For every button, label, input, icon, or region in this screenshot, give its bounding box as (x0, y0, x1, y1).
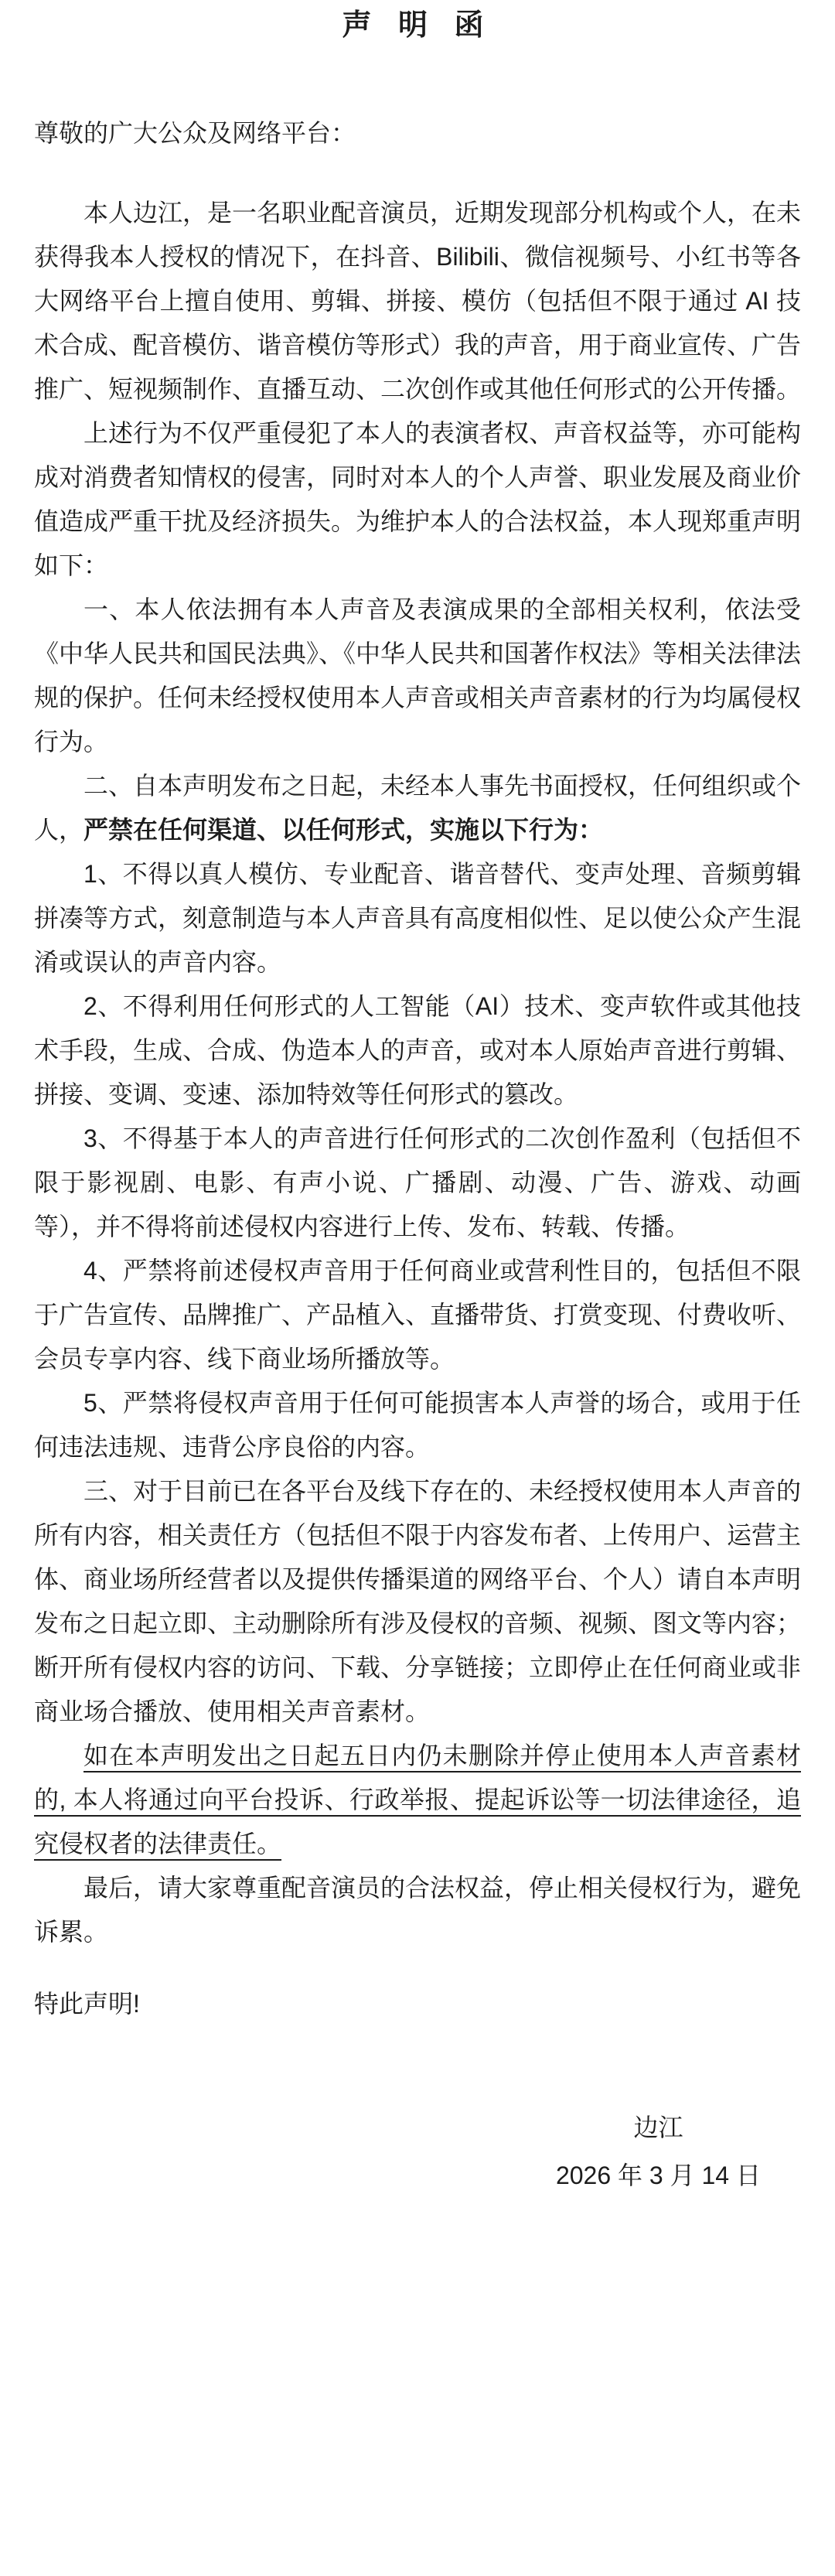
section-two-lead: 二、自本声明发布之日起，未经本人事先书面授权，任何组织或个人， (34, 771, 802, 844)
paragraph-section-three: 三、对于目前已在各平台及线下存在的、未经授权使用本人声音的所有内容，相关责任方（包括但不限于内容发布者、上传用户、运营主体、商业场所经营者以及提供传播渠道的网络平台、个人）请自本声明发布之日起立即、主动删除所有涉及侵权的音频、视频、图文等内容；断开所有侵权内容的访问、下载、分享链接；立即停止在任何商业或非商业场合播放、使用相关声音素材。 (34, 1476, 802, 1725)
paragraph-section-two (34, 764, 801, 852)
signature-name: 边江 (633, 2113, 683, 2141)
paragraph-harm: 上述行为不仅严重侵犯了本人的表演者权、声音权益等，亦可能构成对消费者知情权的侵害，同时对本人的个人声誉、职业发展及商业价值造成严重干扰及经济损失。为维护本人的合法权益，本人现郑重声明如下： (34, 418, 802, 579)
signature-area (34, 2103, 801, 2199)
paragraph-item-3: 3、不得基于本人的声音进行任何形式的二次创作盈利（包括但不限于影视剧、电影、有声小说、广播剧、动漫、广告、游戏、动画等），并不得将前述侵权内容进行上传、发布、转载、传播。 (34, 1124, 801, 1240)
paragraph-item-5: 5、严禁将侵权声音用于任何可能损害本人声誉的场合，或用于任何违法违规、违背公序良俗的内容。 (34, 1388, 801, 1461)
paragraph-final-appeal: 最后，请大家尊重配音演员的合法权益，停止相关侵权行为，避免诉累。 (34, 1873, 802, 1946)
paragraph-section-one: 一、本人依法拥有本人声音及表演成果的全部相关权利，依法受《中华人民共和国民法典》、《中华人民共和国著作权法》等相关法律法规的保护。任何未经授权使用本人声音或相关声音素材的行为均属侵权行为。 (34, 595, 802, 756)
paragraph-item-2: 2、不得利用任何形式的人工智能（AI）技术、变声软件或其他技术手段，生成、合成、伪造本人的声音，或对本人原始声音进行剪辑、拼接、变调、变速、添加特效等任何形式的篡改。 (34, 991, 802, 1108)
paragraph-deadline-warning: 如在本声明发出之日起五日内仍未删除并停止使用本人声音素材的, 本人将通过向平台投诉、行政举报、提起诉讼等一切法律途径，追究侵权者的法律责任。 (34, 1741, 801, 1858)
closing-statement: 特此声明! (34, 1989, 140, 2018)
paragraph-item-1: 1、不得以真人模仿、专业配音、谐音替代、变声处理、音频剪辑拼凑等方式，刻意制造与本人声音具有高度相似性、足以使公众产生混淆或误认的声音内容。 (34, 859, 802, 976)
signature-block (556, 2103, 761, 2199)
paragraph-item-4: 4、严禁将前述侵权声音用于任何商业或营利性目的，包括但不限于广告宣传、品牌推广、产品植入、直播带货、打赏变现、付费收听、会员专享内容、线下商业场所播放等。 (34, 1256, 802, 1373)
signature-date: 2026 年 3 月 14 日 (555, 2161, 761, 2189)
section-two-emphasis: 严禁在任何渠道、以任何形式，实施以下行为： (84, 815, 604, 844)
document-title: 声 明 函 (342, 9, 493, 42)
paragraph-intro: 本人边江，是一名职业配音演员，近期发现部分机构或个人，在未获得我本人授权的情况下，在抖音、Bilibili、微信视频号、小红书等各大网络平台上擅自使用、剪辑、拼接、模仿（包括但不限于通过 AI 技术合成、配音模仿、谐音模仿等形式）我的声音，用于商业宣传、广告推广、短视频制作、直播互动、二次创作或其他任何形式的公开传播。 (34, 198, 802, 403)
salutation: 尊敬的广大公众及网络平台： (34, 118, 356, 147)
